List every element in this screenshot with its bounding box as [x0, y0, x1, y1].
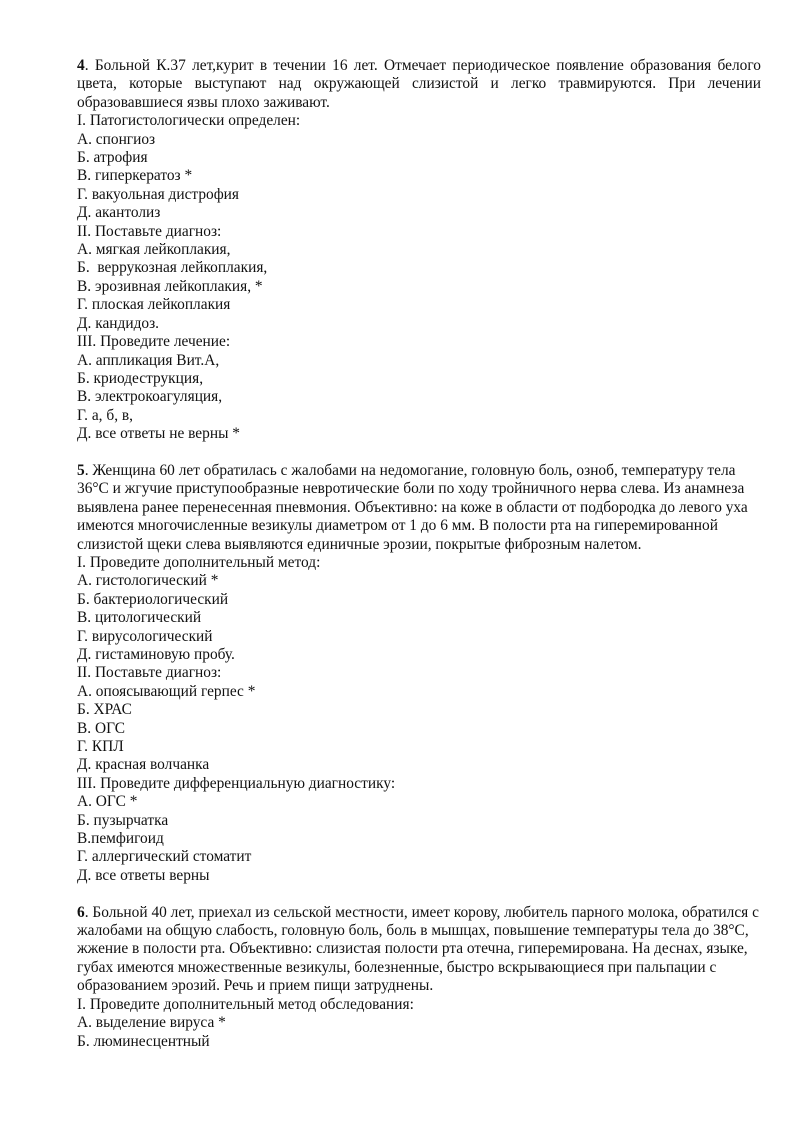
- question-6: [77, 904, 761, 1051]
- answer-option: Б. ХРАС: [77, 701, 132, 719]
- answer-option: А. выделение вируса *: [77, 1014, 226, 1032]
- question-5: [77, 462, 761, 885]
- part-heading: I. Патогистологически определен:: [77, 112, 301, 130]
- answer-option: Б. веррукозная лейкоплакия,: [77, 259, 268, 277]
- answer-option: Б. пузырчатка: [77, 811, 169, 829]
- question-number: 5: [77, 461, 85, 479]
- answer-option: Д. гистаминовую пробу.: [77, 645, 235, 663]
- answer-option: Г. а, б, в,: [77, 406, 134, 424]
- answer-option: Д. кандидоз.: [77, 314, 160, 332]
- answer-option: А. опоясывающий герпес *: [77, 682, 256, 700]
- answer-option: Г. плоская лейкоплакия: [77, 296, 231, 314]
- answer-option: А. гистологический *: [77, 572, 219, 590]
- spacer: [77, 444, 761, 462]
- part-heading: III. Проведите лечение:: [77, 333, 231, 351]
- answer-option: Д. все ответы не верны *: [77, 425, 240, 443]
- question-number: 4: [77, 57, 85, 74]
- question-text: [77, 904, 761, 996]
- question-number: 6: [77, 903, 85, 921]
- answer-option: Г. вирусологический: [77, 627, 213, 645]
- document-page: [77, 57, 761, 1051]
- answer-option: В. электрокоагуляция,: [77, 388, 223, 406]
- question-body: . Больной К.37 лет,курит в течении 16 лет. Отмечает периодическое появление образования белого цвета, которые выступают над окружающей слизистой и легко травмируются. При лечении образовавшиеся язвы плохо заживают.: [77, 57, 761, 111]
- question-body: . Женщина 60 лет обратилась с жалобами на недомогание, головную боль, озноб, температуру тела 36°С и жгучие приступообразные невротические боли по ходу тройничного нерва слева. Из анамнеза выявлена ранее перенесенная пневмония. Объективно: на коже в области от подбородка до левого уха имеются многочисленные везикулы диаметром от 1 до 6 мм. В полости рта на гиперемированной слизистой щеки слева выявляются единичные эрозии, покрытые фиброзным налетом.: [77, 461, 748, 553]
- answer-option: А. спонгиоз: [77, 130, 156, 148]
- part-heading: III. Проведите дифференциальную диагностику:: [77, 774, 396, 792]
- answer-option: Б. люминесцентный: [77, 1032, 210, 1050]
- part-heading: II. Поставьте диагноз:: [77, 222, 222, 240]
- answer-option: В.пемфигоид: [77, 830, 164, 848]
- answer-option: А. ОГС *: [77, 793, 138, 811]
- part-heading: I. Проведите дополнительный метод:: [77, 553, 321, 571]
- question-text: [77, 57, 761, 112]
- answer-option: Б. бактериологический: [77, 590, 229, 608]
- answer-option: Г. КПЛ: [77, 738, 124, 756]
- part-heading: II. Поставьте диагноз:: [77, 664, 222, 682]
- answer-option: Б. криодеструкция,: [77, 369, 204, 387]
- answer-option: В. цитологический: [77, 609, 202, 627]
- answer-option: Д. все ответы верны: [77, 866, 210, 884]
- answer-option: А. мягкая лейкоплакия,: [77, 241, 231, 259]
- answer-option: В. гиперкератоз *: [77, 167, 193, 185]
- answer-option: Б. атрофия: [77, 149, 148, 167]
- answer-option: Д. акантолиз: [77, 204, 161, 222]
- answer-option: Г. аллергический стоматит: [77, 848, 252, 866]
- answer-option: В. эрозивная лейкоплакия, *: [77, 277, 263, 295]
- question-body: . Больной 40 лет, приехал из сельской местности, имеет корову, любитель парного молока, обратился с жалобами на общую слабость, головную боль, боль в мышцах, повышение температуры тела до 38°С, жжение в полости рта. Объективно: слизистая полости рта отечна, гиперемирована. На деснах, языке, губах имеются множественные везикулы, болезненные, быстро вскрывающиеся при пальпации с образованием эрозий. Речь и прием пищи затруднены.: [77, 903, 759, 995]
- answer-option: Г. вакуольная дистрофия: [77, 185, 239, 203]
- answer-option: В. ОГС: [77, 719, 126, 737]
- question-4: [77, 57, 761, 444]
- answer-option: Д. красная волчанка: [77, 756, 210, 774]
- part-heading: I. Проведите дополнительный метод обследования:: [77, 995, 414, 1013]
- spacer: [77, 885, 761, 903]
- question-text: [77, 462, 761, 554]
- answer-option: А. аппликация Вит.А,: [77, 351, 220, 369]
